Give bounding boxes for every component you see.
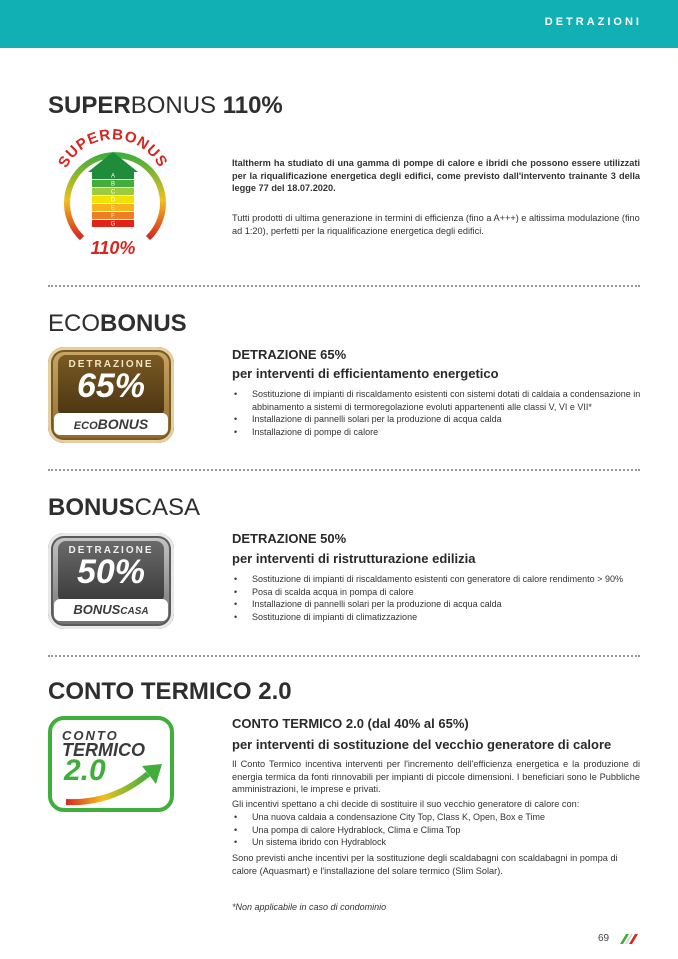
conto-paragraph-1: Il Conto Termico incentiva interventi per l'incremento dell'efficienza energetica e la produzione di energia termica da fonti rinnovabili per impianti di piccole dimensioni. I beneficiari sono le Pubbliche amministrazioni, le imprese e privati. [232,759,640,794]
ecobonus-heading: DETRAZIONE 65% [232,347,347,362]
bonuscasa-title: BONUSCASA [48,494,201,521]
superbonus-logo-pct: 110% [90,238,136,258]
energy-class-label: F [111,213,115,220]
divider [48,655,640,657]
bonuscasa-badge [48,533,174,629]
list-item: • Una nuova caldaia a condensazione City Top, Class K, Open, Box e Time [232,811,642,824]
energy-class-label: B [110,181,116,188]
footnote: *Non applicabile in caso di condominio [232,902,387,912]
conto-paragraph-2: Gli incentivi spettano a chi decide di sostituire il suo vecchio generatore di calore con: [232,799,580,809]
conto-badge-b: TERMICO [62,740,145,760]
ecobonus-list [232,388,642,439]
conto-heading: CONTO TERMICO 2.0 (dal 40% al 65%) [232,716,469,731]
list-item: • Posa di scalda acqua in pompa di calore [232,586,642,599]
growth-arrow-icon [62,760,166,808]
ecobonus-badge [48,347,174,443]
list-item: • Sostituzione di impianti di riscaldamento esistenti con sistemi dotati di caldaia a condensazione in abbinamento a sistemi di termoregolazione evoluti appartenenti alle classi V, VI e VII* [232,388,642,413]
section-label: DETRAZIONI [544,16,642,28]
list-item: • Sostituzione di impianti di climatizzazione [232,611,642,624]
list-item: • Una pompa di calore Hydrablock, Clima e Clima Top [232,824,642,837]
energy-class-label: A [110,173,116,180]
energy-class-label: D [110,197,116,204]
bonuscasa-badge-pct: 50% [76,553,146,591]
superbonus-logo [52,128,174,260]
bonuscasa-badge-bottom: BONUSCASA [54,599,168,621]
list-item: • Installazione di pompe di calore [232,426,642,439]
conto-badge-c: 2.0 [64,754,106,787]
list-item: • Installazione di pannelli solari per la produzione di acqua calda [232,598,642,611]
ecobonus-badge-top: DETRAZIONE [68,359,154,370]
superbonus-title: SUPERBONUS 110% [48,92,283,119]
energy-class-label: G [110,221,116,228]
bonuscasa-badge-top: DETRAZIONE [68,545,154,556]
ecobonus-badge-pct: 65% [76,367,146,405]
conto-subheading: per interventi di sostituzione del vecchio generatore di calore [232,737,612,752]
list-item: • Un sistema ibrido con Hydrablock [232,836,642,849]
superbonus-logo-word: SUPERBONUS [54,128,172,171]
ecobonus-title: ECOBONUS [48,310,187,337]
superbonus-body: Tutti prodotti di ultima generazione in termini di efficienza (fino a A+++) e altissima modulazione (fino ad 1:20), perfetti per la riqualificazione energetica degli edifici. [232,213,640,236]
conto-badge-a: CONTO [62,728,119,743]
divider [48,469,640,471]
divider [48,285,640,287]
bonuscasa-subheading: per interventi di ristrutturazione edilizia [232,551,476,566]
energy-class-label: C [110,189,116,196]
header-bar [0,0,678,48]
energy-class-label: E [110,205,116,212]
list-item: • Installazione di pannelli solari per la produzione di acqua calda [232,413,642,426]
list-item: • Sostituzione di impianti di riscaldamento esistenti con generatore di calore rendimento > 90% [232,573,642,586]
conto-list [232,811,642,849]
bonuscasa-heading: DETRAZIONE 50% [232,531,347,546]
superbonus-intro: Italtherm ha studiato di una gamma di pompe di calore e ibridi che possono essere utilizzati per la riqualificazione energetica degli edifici, come previsto dall'intervento trainante 3 della legge 77 del 18.07.2020. [232,158,640,193]
bonuscasa-list [232,573,642,624]
ecobonus-subheading: per interventi di efficientamento energetico [232,366,499,381]
conto-title: CONTO TERMICO 2.0 [48,678,292,705]
ecobonus-badge-bottom: ECOBONUS [54,413,168,435]
conto-badge [48,716,174,812]
page-number: 69 [598,933,610,944]
conto-paragraph-3: Sono previsti anche incentivi per la sostituzione degli scaldabagni con scaldabagni in pompa di calore (Aquasmart) e l'installazione del solare termico (Slim Solar). [232,853,618,876]
brand-stripes-icon [618,930,638,946]
